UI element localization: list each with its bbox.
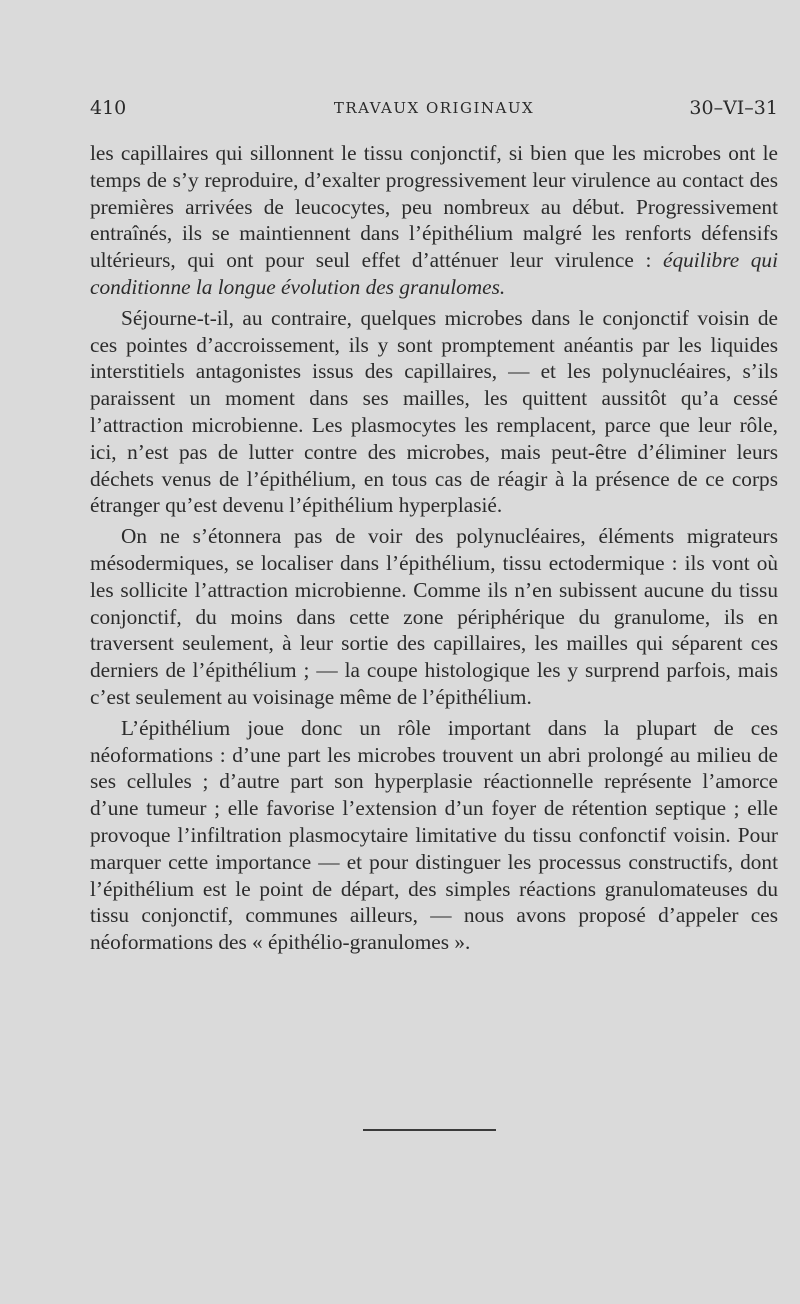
- paragraph-text: les capillaires qui sillonnent le tissu conjonctif, si bien que les microbes ont le temps de s’y reproduire, d’exalter progressivement leur virulence au contact des premières arrivées de leucocytes, peu nombreux au début. Progressivement entraînés, ils se maintiennent dans l’épithélium malgré les renforts défensifs ultérieurs, qui ont pour seul effet d’atténuer leur virulence :: [90, 141, 778, 273]
- running-header: [90, 97, 778, 121]
- paragraph: Séjourne-t-il, au contraire, quelques microbes dans le conjonctif voisin de ces pointes d’accroissement, ils y sont promptement anéantis par les liquides interstitiels antagonistes issus des capillaires, — et les polynucléaires, s’ils paraissent un moment dans ses mailles, les quittent aussitôt qu’a cessé l’attraction microbienne. Les plasmocytes les remplacent, parce que leur rôle, ici, n’est pas de lutter contre des microbes, mais peut-être d’éliminer leurs déchets venus de l’épithélium, en tous cas de réagir à la présence de ce corps étranger qu’est devenu l’épithélium hyperplasié.: [90, 305, 778, 518]
- issue-date: 30–VI–31: [689, 97, 778, 119]
- paragraph: L’épithélium joue donc un rôle important dans la plupart de ces néoformations : d’une part les microbes trouvent un abri prolongé au milieu de ses cellules ; d’autre part son hyperplasie réactionnelle représente l’amorce d’une tumeur ; elle favorise l’extension d’un foyer de rétention septique ; elle provoque l’infiltration plasmocytaire limitative du tissu confonctif voisin. Pour marquer cette importance — et pour distinguer les processus constructifs, dont l’épithélium est le point de départ, des simples réactions granulomateuses du tissu conjonctif, communes ailleurs, — nous avons proposé d’appeler ces néoformations des « épithélio-granulomes ».: [90, 715, 778, 955]
- paragraph: On ne s’étonnera pas de voir des polynucléaires, éléments migrateurs mésodermiques, se localiser dans l’épithélium, tissu ectodermique : ils vont où les sollicite l’attraction microbienne. Comme ils n’en subissent aucune du tissu conjonctif, du moins dans cette zone périphérique du granulome, ils en traversent seulement, à leur sortie des capillaires, les mailles qui séparent ces derniers de l’épithélium ; — la coupe histologique les y surprend parfois, mais c’est seulement au voisinage même de l’épithélium.: [90, 524, 778, 709]
- italic-phrase: équilibre qui conditionne la longue évolution des granulomes.: [90, 248, 778, 299]
- section-end-rule: [363, 1129, 496, 1131]
- running-title: TRAVAUX ORIGINAUX: [333, 99, 535, 117]
- page-number: 410: [90, 97, 127, 119]
- paragraph-continuation: [90, 140, 778, 301]
- body-text: [90, 140, 778, 960]
